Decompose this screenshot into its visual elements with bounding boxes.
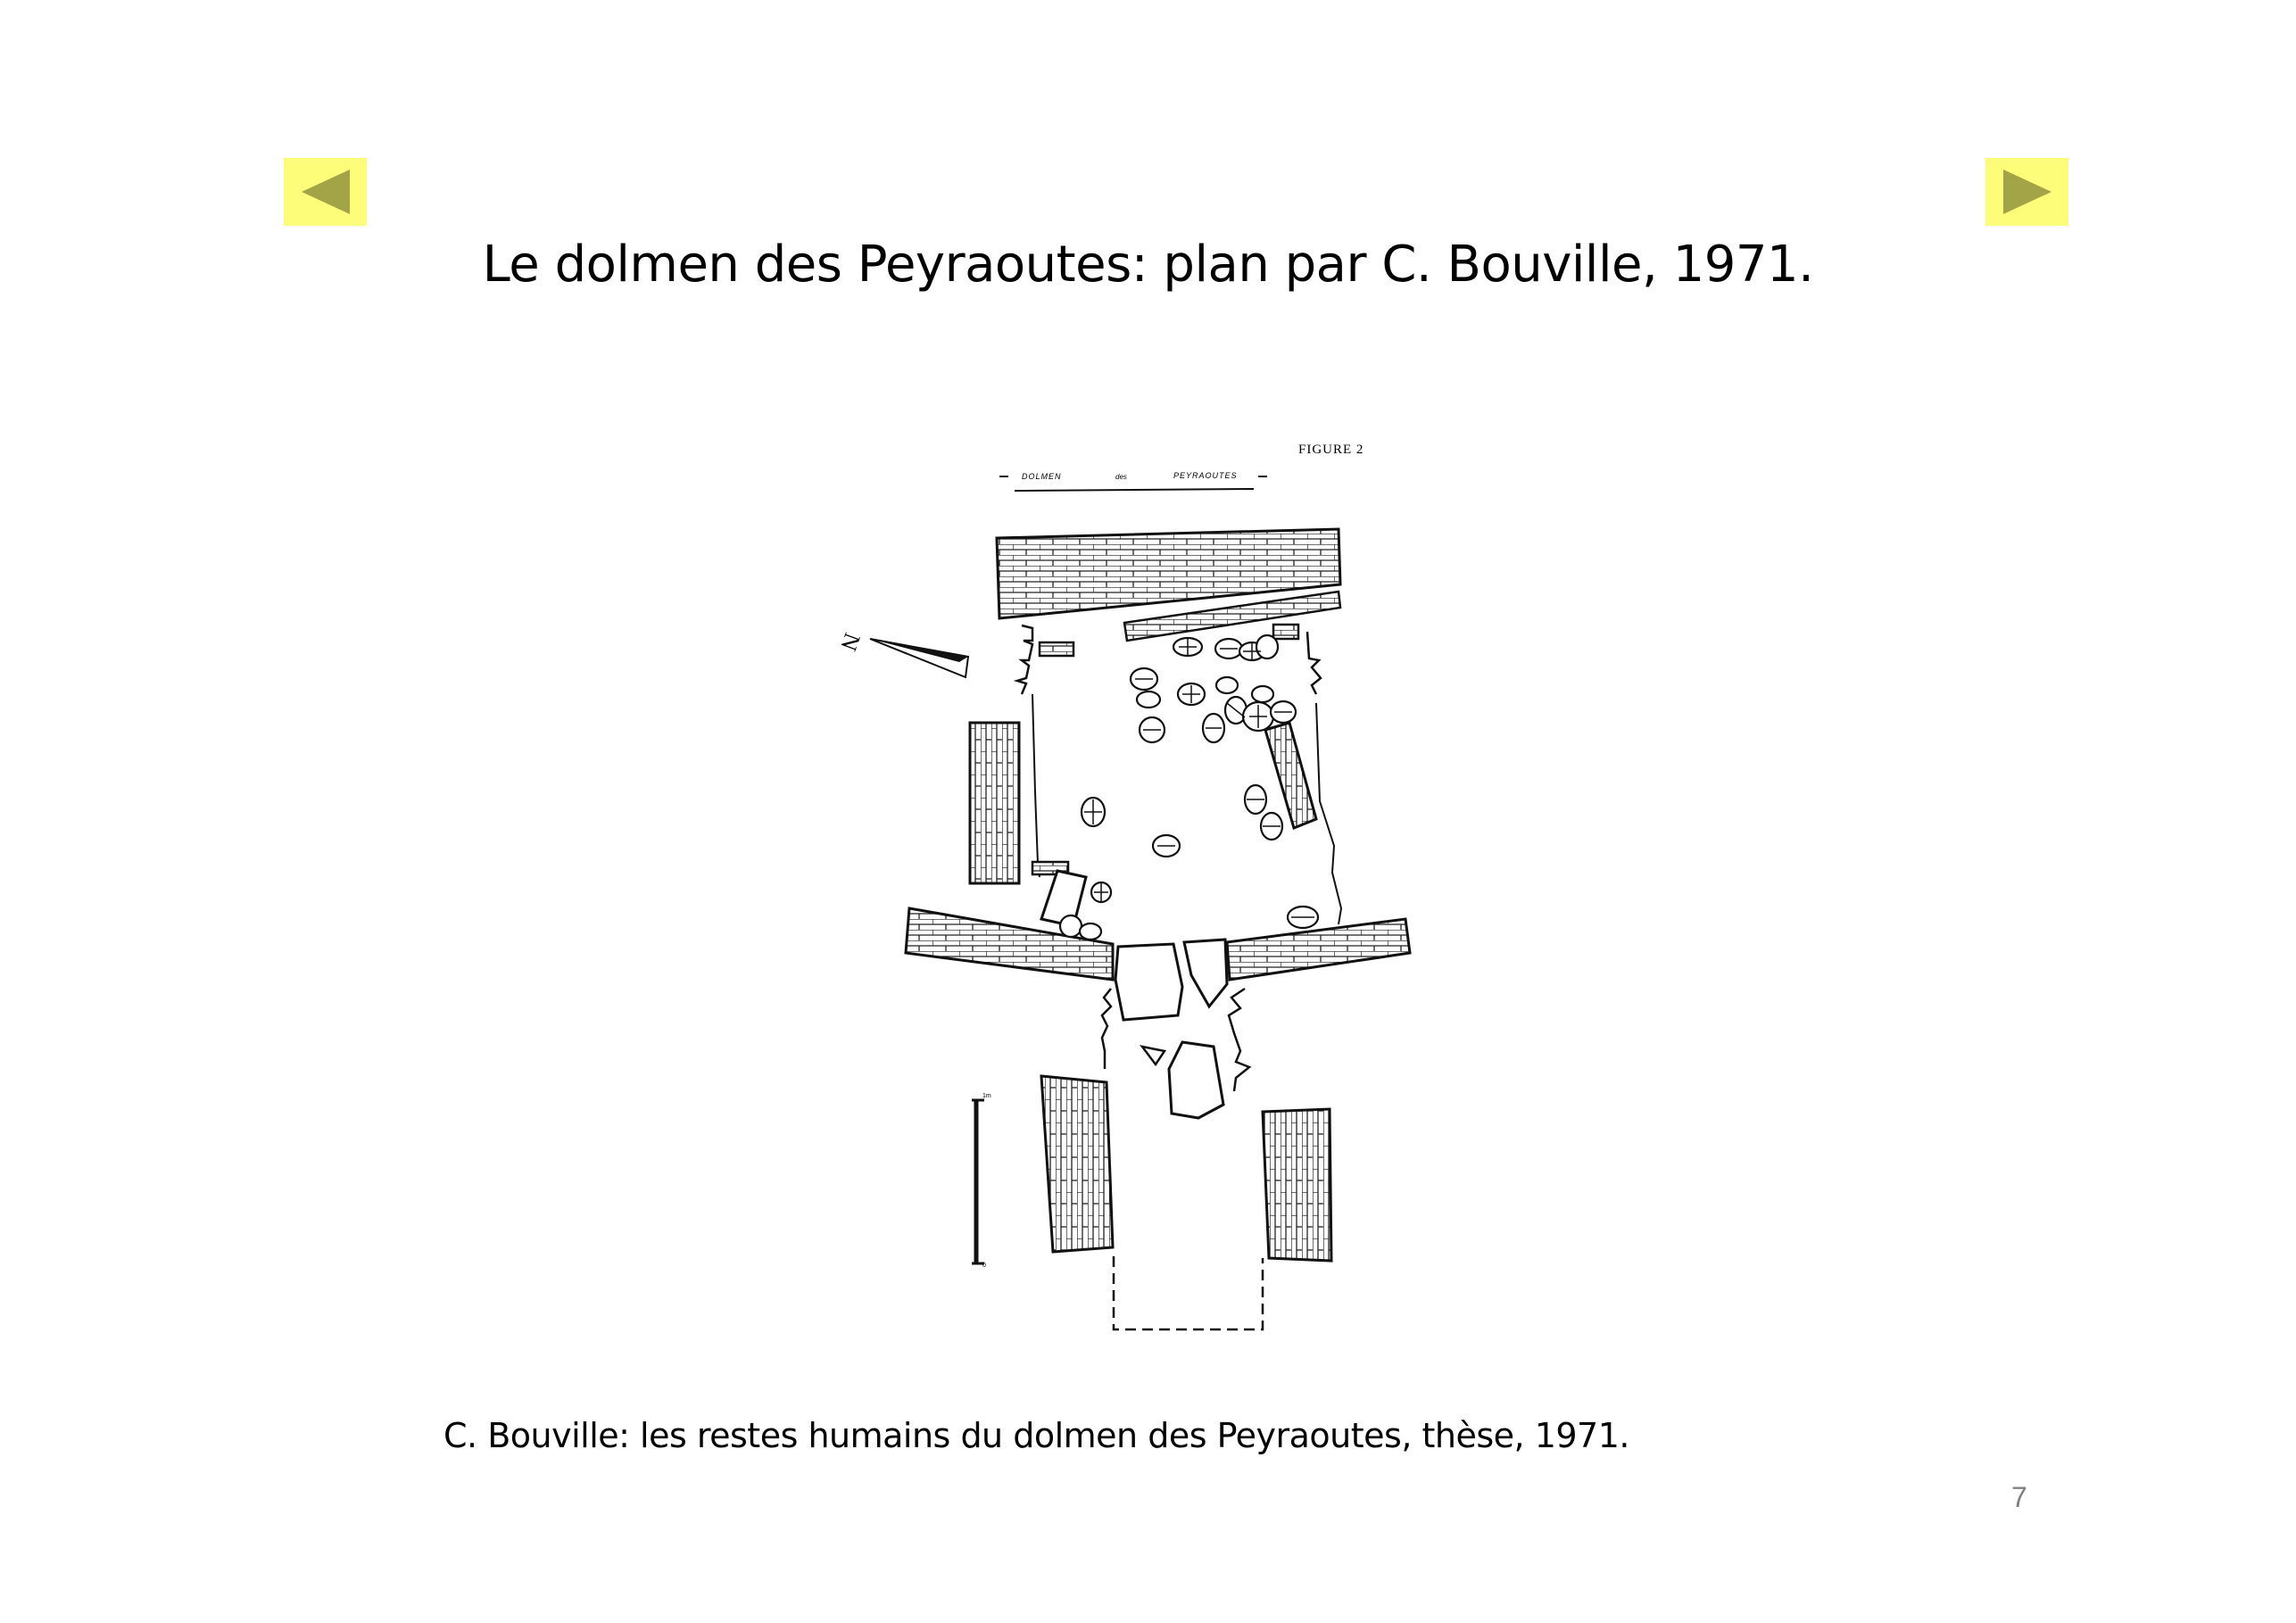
left-passage-orthostat xyxy=(1041,1076,1113,1252)
scale-bar xyxy=(972,1093,991,1269)
triangle-right-icon xyxy=(2000,167,2055,217)
dolmen-plan-figure xyxy=(799,426,1490,1399)
left-orthostat xyxy=(970,723,1019,883)
previous-slide-button[interactable] xyxy=(284,158,367,226)
page-number: 7 xyxy=(2011,1481,2027,1513)
right-passage-orthostat xyxy=(1263,1109,1331,1261)
figure-heading-mid: des xyxy=(1115,473,1127,481)
scale-label-top: 1m xyxy=(982,1093,991,1099)
slide-title: Le dolmen des Peyraoutes: plan par C. Bouville, 1971. xyxy=(482,236,1814,294)
figure-heading-right: PEYRAOUTES xyxy=(1173,471,1238,480)
figure-caption: C. Bouville: les restes humains du dolmen des Peyraoutes, thèse, 1971. xyxy=(443,1416,1629,1455)
human-remains xyxy=(1060,635,1318,940)
next-slide-button[interactable] xyxy=(1985,158,2068,226)
right-crossing-slab xyxy=(1227,919,1410,980)
dolmen-plan-drawing xyxy=(799,426,1490,1399)
left-crossing-slab xyxy=(906,908,1113,980)
figure-heading-left: DOLMEN xyxy=(1022,472,1062,481)
north-label: N xyxy=(835,629,866,655)
scale-label-bottom: 0 xyxy=(982,1263,986,1269)
figure-label: FIGURE 2 xyxy=(1298,443,1364,457)
triangle-left-icon xyxy=(298,167,353,217)
north-arrow-icon xyxy=(835,630,968,677)
